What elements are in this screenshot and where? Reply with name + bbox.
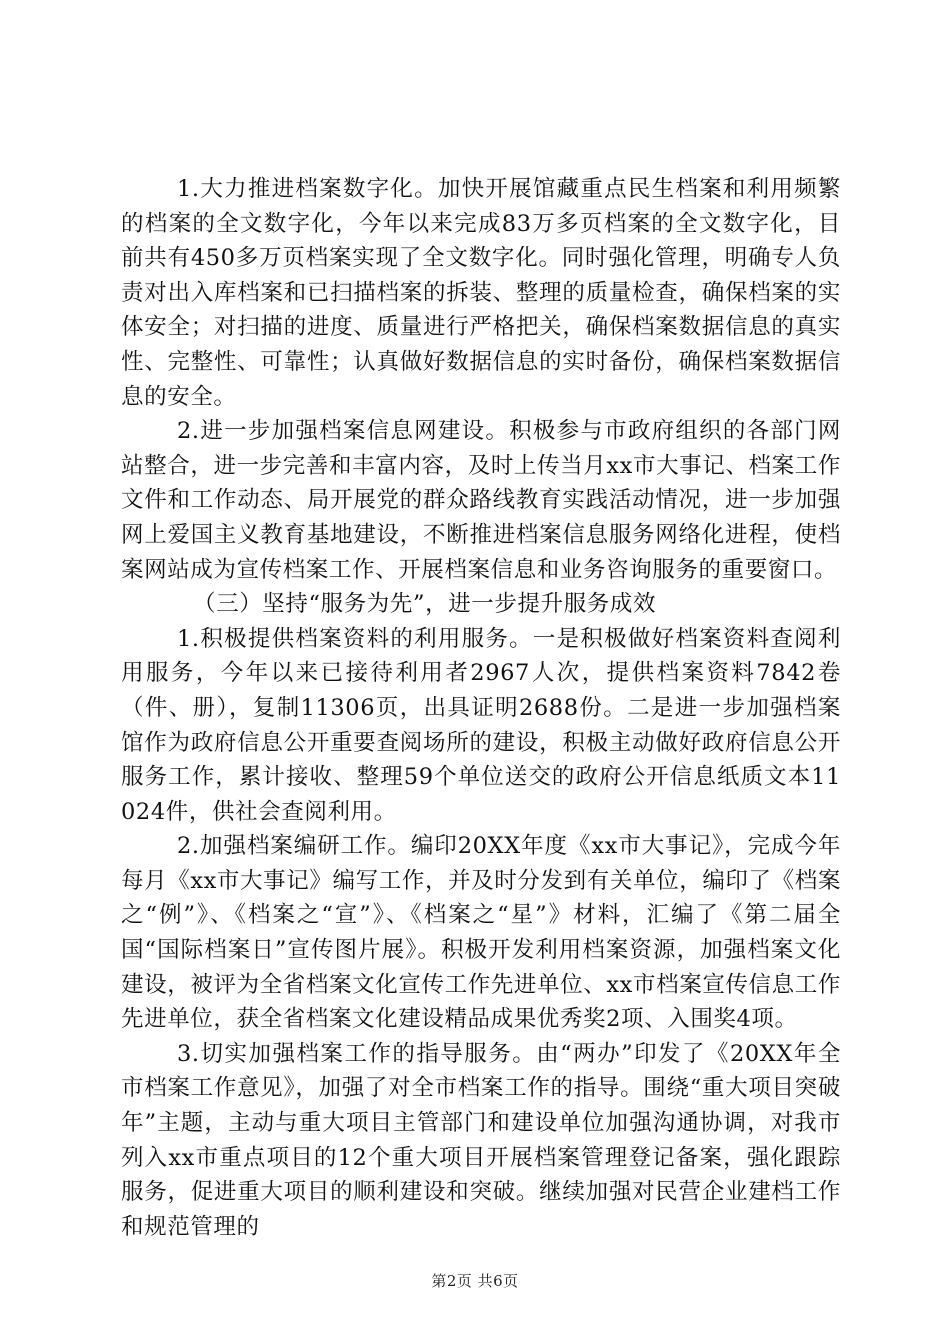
paragraph-compilation-work: 2.加强档案编研工作。编印20XX年度《xx市大事记》，完成今年每月《xx市大事记》编写工作，并及时分发到有关单位，编印了《档案之“例”》、《档案之“宣”》、《档案之“星”》材料，汇编了《第二届全国“国际档案日”宣传图片展》。积极开发利用档案资源，加强档案文化建设，被评为全省档案文化宣传工作先进单位、xx市档案宣传信息工作先进单位，获全省档案文化建设精品成果优秀奖2项、入围奖4项。 (121, 833, 841, 1033)
paragraph-archive-website: 2.进一步加强档案信息网建设。积极参与市政府组织的各部门网站整合，进一步完善和丰富内容，及时上传当月xx市大事记、档案工作文件和工作动态、局开展党的群众路线教育实践活动情况，进一步加强网上爱国主义教育基地建设，不断推进档案信息服务网络化进程，使档案网站成为宣传档案工作、开展档案信息和业务咨询服务的重要窗口。 (121, 418, 841, 583)
paragraph-guidance-service: 3.切实加强档案工作的指导服务。由“两办”印发了《20XX年全市档案工作意见》，加强了对全市档案工作的指导。围绕“重大项目突破年”主题，主动与重大项目主管部门和建设单位加强沟通协调，对我市列入xx市重点项目的12个重大项目开展档案管理登记备案，强化跟踪服务，促进重大项目的顺利建设和突破。继续加强对民营企业建档工作和规范管理的 (121, 1040, 841, 1240)
paragraph-digitization: 1.大力推进档案数字化。加快开展馆藏重点民生档案和利用频繁的档案的全文数字化，今年以来完成83万多页档案的全文数字化，目前共有450多万页档案实现了全文数字化。同时强化管理，明确专人负责对出入库档案和已扫描档案的拆装、整理的质量检查，确保档案的实体安全；对扫描的进度、质量进行严格把关，确保档案数据信息的真实性、完整性、可靠性；认真做好数据信息的实时备份，确保档案数据信息的安全。 (121, 176, 841, 410)
page-number-footer: 第2页 共6页 (431, 1272, 519, 1290)
document-body (121, 172, 841, 1244)
section-heading-service-first: （三）坚持“服务为先”，进一步提升服务成效 (193, 591, 657, 618)
paragraph-utilization-service: 1.积极提供档案资料的利用服务。一是积极做好档案资料查阅利用服务，今年以来已接待利用者2967人次，提供档案资料7842卷（件、册），复制11306页，出具证明2688份。二是进一步加强档案馆作为政府信息公开重要查阅场所的建设，积极主动做好政府信息公开服务工作，累计接收、整理59个单位送交的政府公开信息纸质文本11024件，供社会查阅利用。 (121, 625, 841, 825)
